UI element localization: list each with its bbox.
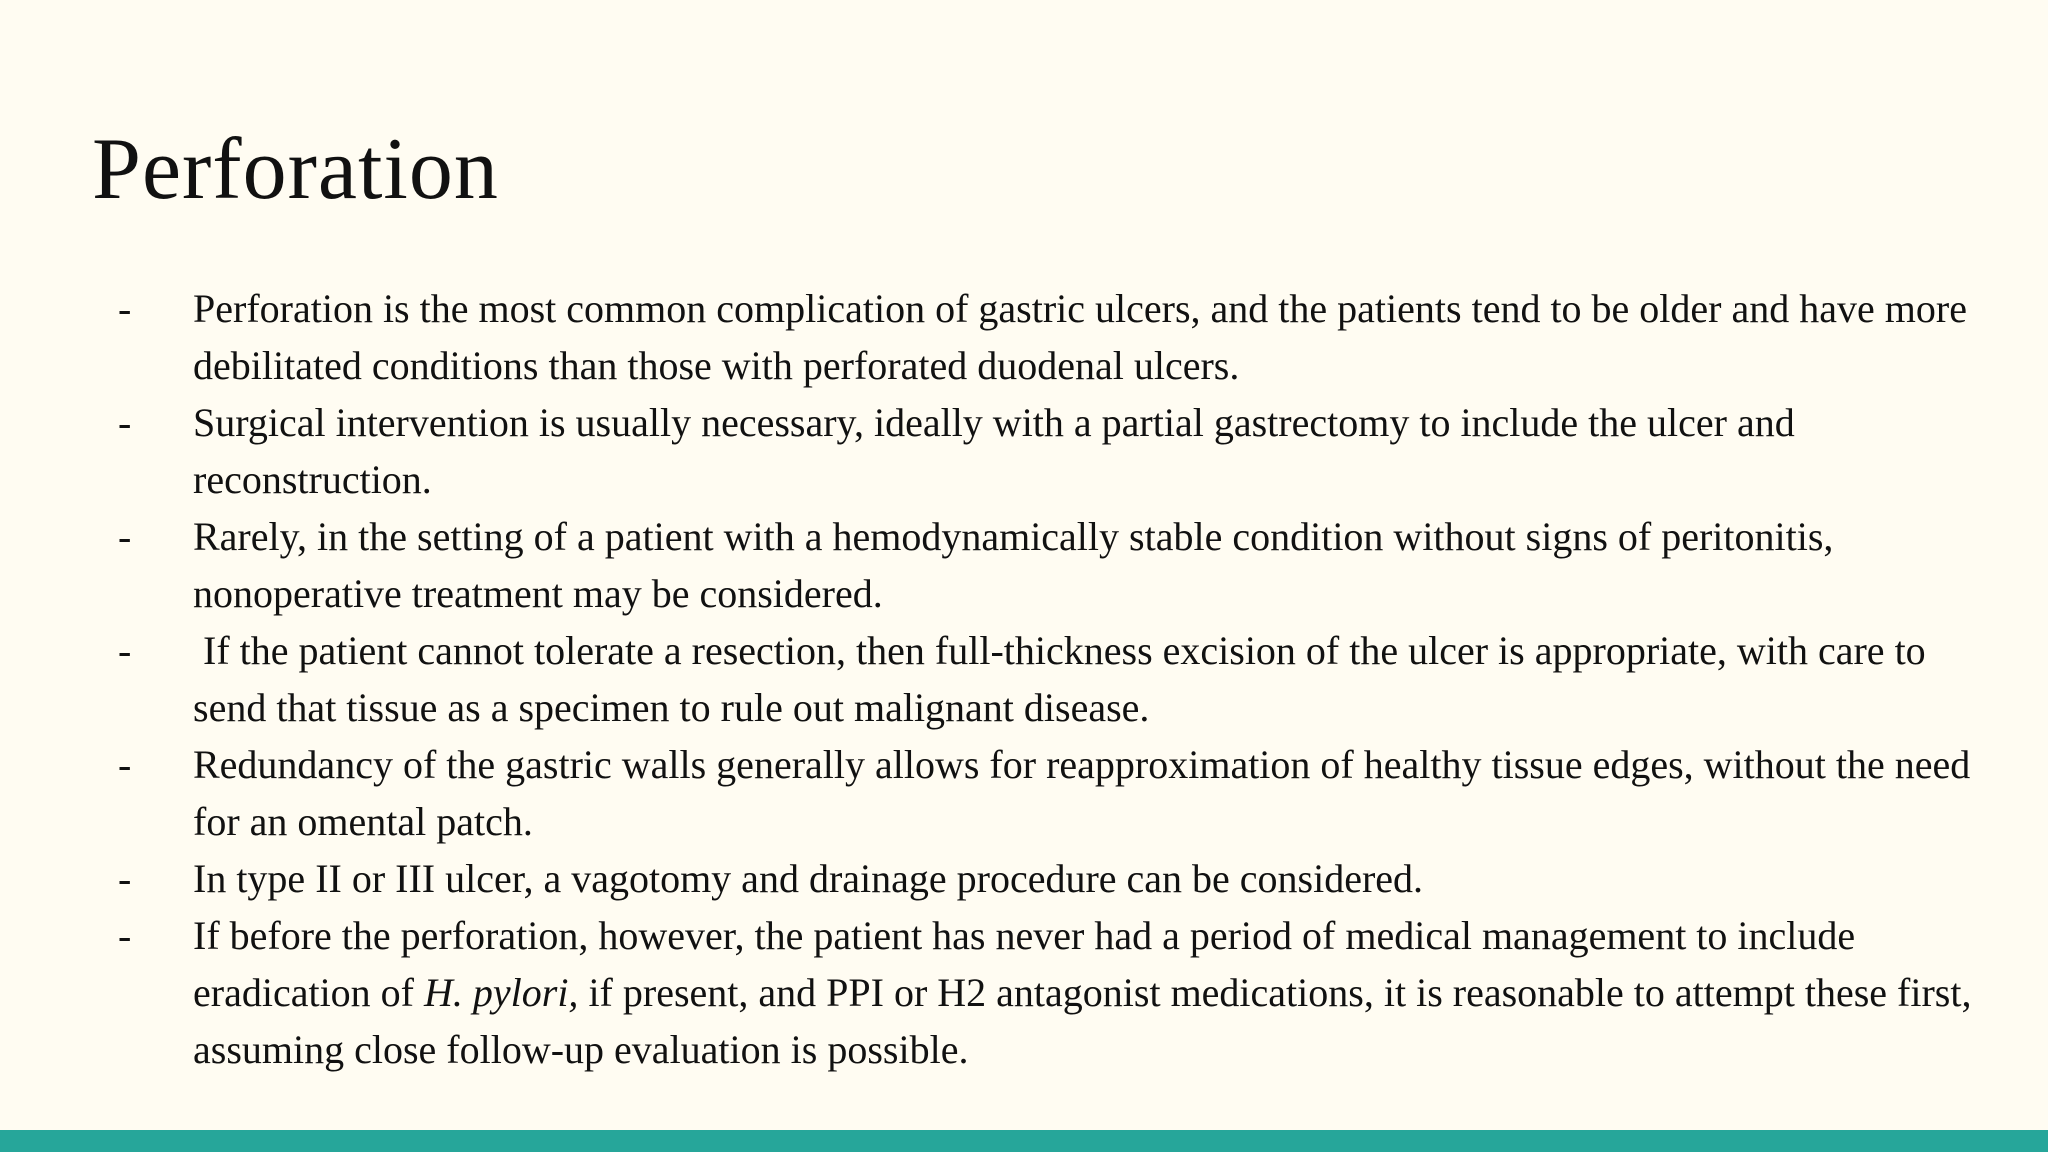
bullet-marker: -	[118, 742, 132, 787]
bullet-text: In type II or III ulcer, a vagotomy and drainage procedure can be considered.	[193, 856, 1424, 901]
bullet-text: If the patient cannot tolerate a resection, then full-thickness excision of the ulcer is appropriate, with care to send that tissue as a specimen to rule out malignant disease.	[193, 628, 1936, 730]
list-item	[118, 280, 1998, 394]
bullet-marker: -	[118, 400, 132, 445]
list-item	[118, 850, 1998, 907]
bullet-list	[118, 280, 1998, 1078]
bullet-text: Redundancy of the gastric walls generally allows for reapproximation of healthy tissue edges, without the need for an omental patch.	[193, 742, 1971, 844]
accent-footer-bar	[0, 1130, 2048, 1152]
bullet-marker: -	[118, 913, 132, 958]
bullet-marker: -	[118, 856, 132, 901]
bullet-text-before: If before the perforation, however, the patient has never had a period of medical management to include eradication of	[193, 913, 1856, 1015]
bullet-text: Surgical intervention is usually necessary, ideally with a partial gastrectomy to include the ulcer and reconstruction.	[193, 400, 1795, 502]
bullet-text	[193, 907, 1998, 1078]
bullet-marker: -	[118, 514, 132, 559]
bullet-text: Rarely, in the setting of a patient with a hemodynamically stable condition without signs of peritonitis, nonoperative treatment may be considered.	[193, 514, 1834, 616]
slide-title: Perforation	[92, 121, 499, 218]
bullet-marker: -	[118, 628, 132, 673]
bullet-text-after: if present, and PPI or H2 antagonist medications, it is reasonable to attempt these first, assuming close follow-up evaluation is possible.	[193, 970, 1972, 1072]
organism-name-italic: H. pylori,	[424, 970, 579, 1015]
list-item	[118, 907, 1998, 1078]
list-item	[118, 508, 1998, 622]
list-item	[118, 394, 1998, 508]
list-item	[118, 736, 1998, 850]
bullet-marker: -	[118, 286, 132, 331]
bullet-text: Perforation is the most common complication of gastric ulcers, and the patients tend to be older and have more debilitated conditions than those with perforated duodenal ulcers.	[193, 286, 1967, 388]
list-item	[118, 622, 1998, 736]
